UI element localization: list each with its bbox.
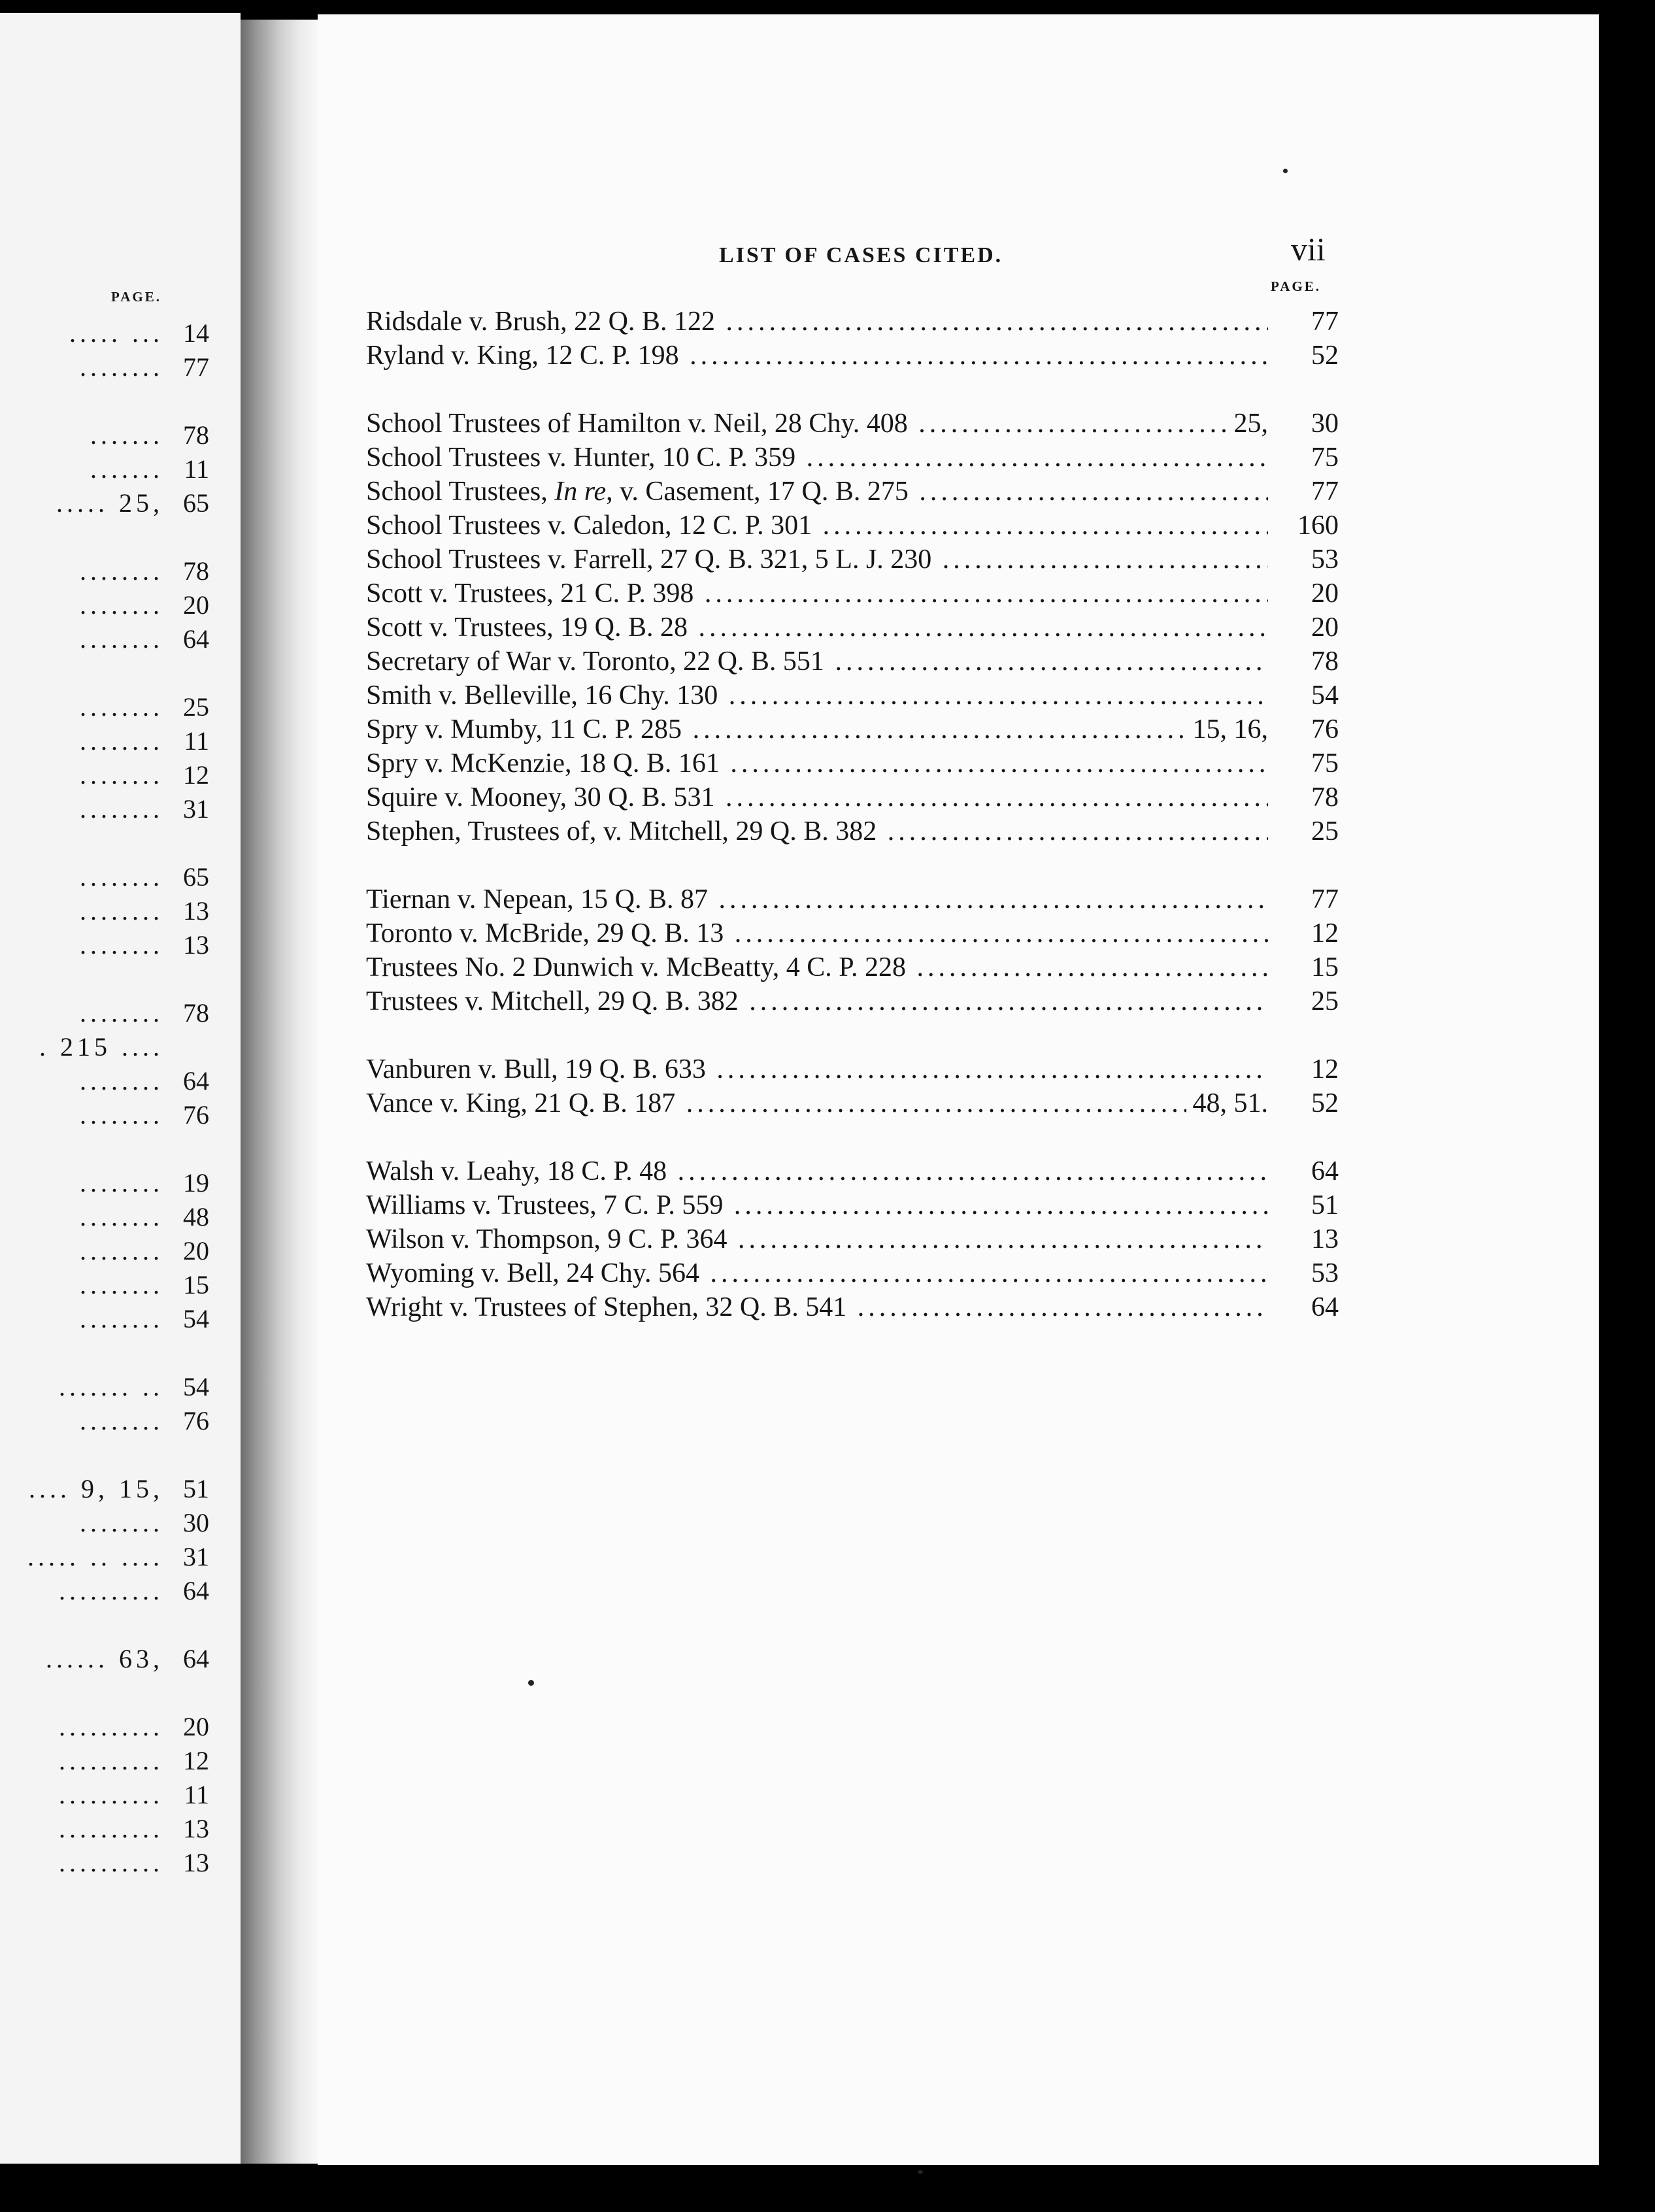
case-page-number: 20 <box>1311 578 1339 609</box>
case-name: School Trustees of Hamilton v. Neil, 28 Chy. 408 ..... <box>366 405 1268 442</box>
left-page-row <box>0 928 209 962</box>
case-name: Ridsdale v. Brush, 22 Q. B. 122 ..... <box>366 303 1268 340</box>
case-name: School Trustees v. Farrell, 27 Q. B. 321, 5 L. J. 230 ..... <box>366 541 1268 578</box>
case-additional-pages: 15, 16, <box>1186 711 1269 748</box>
left-page-row <box>0 1370 209 1404</box>
left-row-leader: ........ <box>80 760 163 790</box>
case-name: Tiernan v. Nepean, 15 Q. B. 87 ..... <box>366 881 1268 918</box>
case-page-number: 52 <box>1311 341 1339 371</box>
case-page-number: 13 <box>1311 1224 1339 1254</box>
case-page-number: 20 <box>1311 612 1339 643</box>
left-page-row <box>0 724 209 758</box>
case-entry <box>366 1085 1339 1122</box>
case-name: Scott v. Trustees, 21 C. P. 398 ..... <box>366 575 1268 612</box>
left-row-leader: ..... 25, <box>56 488 163 518</box>
left-page-row <box>0 1030 209 1064</box>
left-row-page-number: 11 <box>184 726 209 756</box>
left-row-page-number: 12 <box>183 1746 209 1775</box>
case-name: Spry v. McKenzie, 18 Q. B. 161 ..... <box>366 745 1268 782</box>
left-row-leader: .......... <box>59 1746 163 1775</box>
case-entry <box>366 405 1339 442</box>
case-entry <box>366 643 1339 680</box>
left-row-leader: ........ <box>80 1168 163 1198</box>
case-name: Vance v. King, 21 Q. B. 187 ..... <box>366 1085 1268 1122</box>
case-page-number: 75 <box>1311 443 1339 473</box>
case-name: Williams v. Trustees, 7 C. P. 559 ..... <box>366 1187 1268 1224</box>
case-page-number: 64 <box>1311 1292 1339 1322</box>
left-row-page-number: 78 <box>183 998 209 1028</box>
left-row-leader: ........ <box>80 556 163 586</box>
left-page-row <box>0 758 209 792</box>
case-page-number: 25 <box>1311 816 1339 846</box>
left-row-page-number: 54 <box>183 1304 209 1333</box>
left-page-row <box>0 690 209 724</box>
case-page-number: 160 <box>1297 511 1339 541</box>
left-page-row <box>0 554 209 588</box>
left-row-page-number: 19 <box>183 1168 209 1198</box>
left-row-leader: ..... .. .... <box>27 1542 163 1571</box>
left-row-page-number: 12 <box>183 760 209 790</box>
left-page-row <box>0 1302 209 1336</box>
case-name: School Trustees v. Caledon, 12 C. P. 301 ..... <box>366 507 1268 544</box>
case-name: Ryland v. King, 12 C. P. 198 ..... <box>366 337 1268 374</box>
left-row-page-number: 11 <box>184 1780 209 1809</box>
left-row-leader: ........ <box>80 1100 163 1130</box>
case-entry <box>366 1289 1339 1326</box>
left-row-page-number: 13 <box>183 1848 209 1877</box>
left-row-leader: ........ <box>80 726 163 756</box>
left-row-leader: ........ <box>80 794 163 824</box>
left-page-row <box>0 1098 209 1132</box>
case-page-number: 54 <box>1311 680 1339 711</box>
left-row-leader: ....... .. <box>59 1372 163 1401</box>
left-row-leader: ........ <box>80 930 163 960</box>
left-row-page-number: 20 <box>183 1236 209 1265</box>
left-row-leader: ...... 63, <box>46 1644 163 1673</box>
left-row-page-number: 51 <box>183 1474 209 1503</box>
left-row-page-number: 13 <box>183 896 209 926</box>
left-row-leader: .......... <box>59 1576 163 1605</box>
case-page-number: 12 <box>1311 1054 1339 1084</box>
left-page-row <box>0 350 209 384</box>
case-entry <box>366 609 1339 646</box>
left-row-leader: ........ <box>80 1508 163 1537</box>
left-page-row <box>0 1200 209 1234</box>
case-name: Trustees No. 2 Dunwich v. McBeatty, 4 C. P. 228 ..... <box>366 949 1268 986</box>
left-page-row <box>0 588 209 622</box>
left-row-page-number: 48 <box>183 1202 209 1232</box>
case-name: Stephen, Trustees of, v. Mitchell, 29 Q. B. 382 ..... <box>366 813 1268 850</box>
left-page-row <box>0 1472 209 1506</box>
page-column-label: PAGE. <box>1271 278 1322 294</box>
case-name: Walsh v. Leahy, 18 C. P. 48 ..... <box>366 1153 1268 1190</box>
case-entry <box>366 1255 1339 1292</box>
case-name: School Trustees v. Hunter, 10 C. P. 359 ..... <box>366 439 1268 476</box>
ink-speck <box>528 1680 534 1686</box>
left-page-row <box>0 1744 209 1778</box>
left-row-leader: .......... <box>59 1712 163 1741</box>
case-page-number: 78 <box>1311 646 1339 677</box>
case-entry <box>366 813 1339 850</box>
left-page-row <box>0 1268 209 1302</box>
case-page-number: 77 <box>1311 884 1339 914</box>
left-row-page-number: 14 <box>183 318 209 348</box>
left-row-leader: .......... <box>59 1848 163 1877</box>
left-row-page-number: 20 <box>183 590 209 620</box>
case-additional-pages: 48, 51. <box>1186 1085 1269 1122</box>
case-name: Secretary of War v. Toronto, 22 Q. B. 551 ..... <box>366 643 1268 680</box>
left-page-row <box>0 1404 209 1438</box>
case-page-number: 77 <box>1311 477 1339 507</box>
left-row-page-number: 13 <box>183 1814 209 1843</box>
case-page-number: 75 <box>1311 748 1339 779</box>
case-entry <box>366 1051 1339 1088</box>
left-row-leader: ........ <box>80 896 163 926</box>
left-page-row <box>0 1710 209 1744</box>
left-row-leader: ........ <box>80 1236 163 1265</box>
left-row-page-number: 15 <box>183 1270 209 1299</box>
left-page-row <box>0 996 209 1030</box>
left-row-leader: ........ <box>80 1202 163 1232</box>
left-row-leader: ....... <box>90 420 163 450</box>
left-row-page-number: 78 <box>183 420 209 450</box>
case-entry <box>366 541 1339 578</box>
left-row-leader: ........ <box>80 1406 163 1435</box>
left-page-row <box>0 486 209 520</box>
left-row-leader: ........ <box>80 1270 163 1299</box>
case-page-number: 76 <box>1311 714 1339 745</box>
case-name: Spry v. Mumby, 11 C. P. 285 ..... <box>366 711 1268 748</box>
left-page <box>0 13 241 2164</box>
left-row-page-number: 20 <box>183 1712 209 1741</box>
case-name: Vanburen v. Bull, 19 Q. B. 633 ..... <box>366 1051 1268 1088</box>
case-additional-pages: 25, <box>1228 405 1269 442</box>
case-name: School Trustees, In re, v. Casement, 17 Q. B. 275 ..... <box>366 473 1268 510</box>
case-entry <box>366 337 1339 374</box>
left-row-leader: ........ <box>80 352 163 382</box>
left-row-leader: . 215 .... <box>39 1032 163 1062</box>
left-row-leader: ........ <box>80 624 163 654</box>
left-row-leader: ........ <box>80 590 163 620</box>
left-row-page-number: 31 <box>183 1542 209 1571</box>
left-row-page-number: 76 <box>183 1100 209 1130</box>
left-page-row <box>0 1574 209 1608</box>
left-page-row <box>0 1064 209 1098</box>
case-name: Toronto v. McBride, 29 Q. B. 13 ..... <box>366 915 1268 952</box>
case-entry <box>366 711 1339 748</box>
case-entry <box>366 575 1339 612</box>
case-page-number: 78 <box>1311 782 1339 813</box>
case-entry <box>366 881 1339 918</box>
case-entry <box>366 1221 1339 1258</box>
left-page-row <box>0 452 209 486</box>
case-name: Trustees v. Mitchell, 29 Q. B. 382 ..... <box>366 983 1268 1020</box>
case-entry <box>366 779 1339 816</box>
left-page-row <box>0 1812 209 1846</box>
ink-speck <box>1283 169 1288 173</box>
left-page-row <box>0 860 209 894</box>
left-page-row <box>0 1778 209 1812</box>
left-row-page-number: 78 <box>183 556 209 586</box>
case-entry <box>366 507 1339 544</box>
left-row-page-number: 30 <box>183 1508 209 1537</box>
case-name: Squire v. Mooney, 30 Q. B. 531 ..... <box>366 779 1268 816</box>
case-name: Smith v. Belleville, 16 Chy. 130 ..... <box>366 677 1268 714</box>
case-entry <box>366 745 1339 782</box>
left-row-leader: ........ <box>80 862 163 892</box>
left-row-leader: .......... <box>59 1780 163 1809</box>
left-row-page-number: 13 <box>183 930 209 960</box>
case-entry <box>366 303 1339 340</box>
page-title: LIST OF CASES CITED. <box>719 243 1003 267</box>
case-entry <box>366 439 1339 476</box>
left-page-row <box>0 1166 209 1200</box>
left-row-page-number: 65 <box>183 862 209 892</box>
left-row-page-number: 54 <box>183 1372 209 1401</box>
case-page-number: 51 <box>1311 1190 1339 1220</box>
left-row-leader: ........ <box>80 1304 163 1333</box>
left-page-row <box>0 792 209 826</box>
left-row-page-number: 64 <box>183 624 209 654</box>
left-row-page-number: 64 <box>183 1644 209 1673</box>
left-row-leader: ....... <box>90 454 163 484</box>
left-page-row <box>0 1234 209 1268</box>
case-name: Wyoming v. Bell, 24 Chy. 564 ..... <box>366 1255 1268 1292</box>
case-entry <box>366 473 1339 510</box>
case-name: Wilson v. Thompson, 9 C. P. 364 ..... <box>366 1221 1268 1258</box>
left-row-page-number: 77 <box>183 352 209 382</box>
case-name: Wright v. Trustees of Stephen, 32 Q. B. 541 ..... <box>366 1289 1268 1326</box>
left-page-label: PAGE. <box>111 289 162 305</box>
case-page-number: 15 <box>1311 952 1339 982</box>
book-gutter <box>241 20 318 2164</box>
left-row-page-number: 31 <box>183 794 209 824</box>
case-entry <box>366 1187 1339 1224</box>
left-page-row <box>0 316 209 350</box>
case-page-number: 25 <box>1311 986 1339 1016</box>
case-name: Scott v. Trustees, 19 Q. B. 28 ..... <box>366 609 1268 646</box>
left-row-page-number: 11 <box>184 454 209 484</box>
case-page-number: 52 <box>1311 1088 1339 1118</box>
case-page-number: 64 <box>1311 1156 1339 1186</box>
left-row-leader: .......... <box>59 1814 163 1843</box>
left-page-row <box>0 1540 209 1574</box>
case-entry <box>366 949 1339 986</box>
case-page-number: 77 <box>1311 307 1339 337</box>
left-page-row <box>0 1642 209 1676</box>
left-page-row <box>0 1506 209 1540</box>
left-row-page-number: 65 <box>183 488 209 518</box>
left-row-leader: ........ <box>80 1066 163 1096</box>
left-row-leader: ........ <box>80 998 163 1028</box>
left-row-page-number: 64 <box>183 1576 209 1605</box>
case-entry <box>366 983 1339 1020</box>
left-page-row <box>0 418 209 452</box>
left-row-leader: ..... ... <box>69 318 163 348</box>
case-page-number: 53 <box>1311 1258 1339 1288</box>
left-row-page-number: 64 <box>183 1066 209 1096</box>
case-page-number: 53 <box>1311 545 1339 575</box>
in-re-italic: In re <box>554 477 607 507</box>
left-page-row <box>0 894 209 928</box>
ink-speck <box>918 2170 923 2174</box>
case-entry <box>366 677 1339 714</box>
case-entry <box>366 1153 1339 1190</box>
left-row-page-number: 25 <box>183 692 209 722</box>
left-row-page-number: 76 <box>183 1406 209 1435</box>
left-page-row <box>0 1846 209 1880</box>
left-row-leader: ........ <box>80 692 163 722</box>
page-number: vii <box>1291 231 1326 267</box>
case-page-number: 12 <box>1311 918 1339 948</box>
left-page-row <box>0 622 209 656</box>
case-entry <box>366 915 1339 952</box>
left-row-leader: .... 9, 15, <box>29 1474 163 1503</box>
case-page-number: 30 <box>1311 409 1339 439</box>
